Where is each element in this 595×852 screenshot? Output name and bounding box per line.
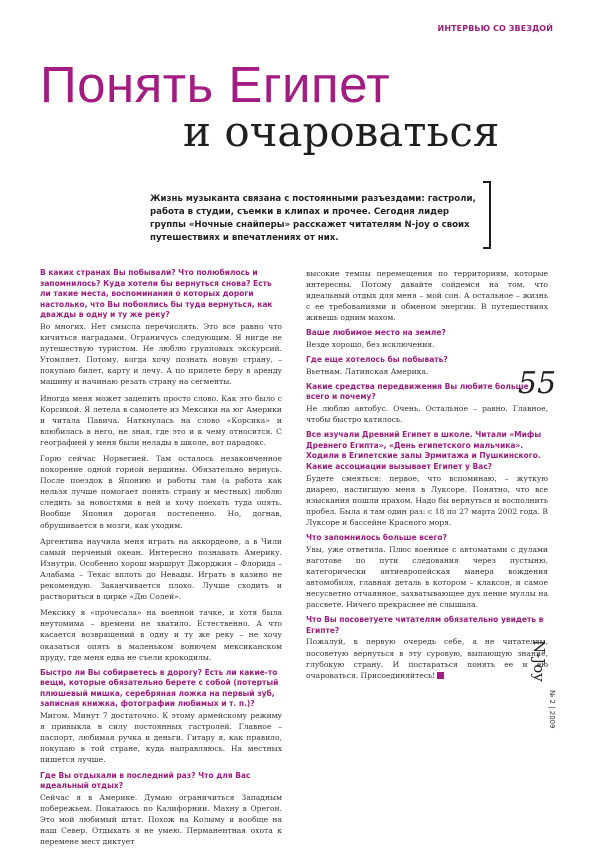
answer-2: Мигом. Минут 7 достаточно. К этому армейскому режиму я привыкла в силу постоянных гастролей. Главное – паспорт, любимая ручка и деньги. Гитару я, как правило, покупаю в той стране, куда направляюсь. На местных пишется лучше. (40, 711, 282, 765)
left-column (40, 268, 282, 852)
answer-9 (306, 636, 548, 680)
answer-7: Будете смеяться: первое, что вспоминаю, – жуткую диарею, настигшую меня в Луксоре. Понятно, что все изыскания пошли прахом. Надо бы вернуться и восполнить пробел. Была я там один раз: с 18 по 27 марта 2002 года. В Луксоре и бассейне Красного моря. (306, 473, 548, 527)
question-7: Все изучали Древний Египет в школе. Читали «Мифы Древнего Египта», «День египетского мальчика». Ходили в Египетские залы Эрмитажа и Пушкинского. Какие ассоциации вызывает Египет у Вас? (306, 430, 542, 471)
lead-paragraph: Жизнь музыканта связана с постоянными разъездами: гастроли, работа в студии, съемки в клипах и прочее. Сегодня лидер группы «Ночные снайперы» расскажет читателям N-joy о своих путешествиях и впечатлениях от них. (150, 194, 476, 243)
answer-6: Не люблю автобус. Очень. Остальное – равно. Главное, чтобы быстро катилось. (306, 404, 548, 425)
answer-1-paragraph-1: Во многих. Нет смысла перечислять. Это все равно что кичиться наградами. Ограничусь следующим. Я нигде не путешествую туристом. Не люблю групповых экскурсий. Утомляет. Потому, когда хочу познать новую страну, – покупаю билет, карту и лечу. А по прилете беру в аренду машину и начинаю резать страну на сегменты. (40, 321, 282, 387)
question-9: Что Вы посоветуете читателям обязательно увидеть в Египте? (306, 615, 544, 635)
magazine-logo: N-Joy (530, 640, 548, 682)
question-6: Какие средства передвижения Вы любите больше всего и почему? (306, 381, 529, 402)
answer-3-continued: высокие темпы перемещения по территориям, которые интересны. Потому давайте сойдемся на том, что идеальный отдых для меня – мой сон. А остальное – жизнь с ее требованиями и обменом энергии. В путешествиях живешь одним махом. (306, 269, 548, 323)
question-3: Где Вы отдыхали в последний раз? Что для Вас идеальный отдых? (40, 770, 251, 791)
question-5: Где еще хотелось бы побывать? (306, 355, 448, 365)
question-8: Что запомнилось больше всего? (306, 533, 447, 543)
end-of-article-mark (437, 672, 444, 679)
lead-bracket-decoration (483, 181, 491, 249)
answer-5: Вьетнам. Латинская Америка. (306, 366, 429, 376)
answer-4: Везде хорошо, без исключения. (306, 340, 435, 350)
answer-1-paragraph-3: Горю сейчас Норвегией. Там осталось незаконченное покорение одной горной вершины. Обязательно вернусь. После поездок в Японию и работы там (а работа как нельзя лучше помогает понять страну и местных) люблю следить за новостями в ней и хочу поехать туда опять. Вообще Япония дорогая постепенно. Но, догнав, обрушивается в мозги, как уходим. (40, 454, 282, 530)
answer-9-text: Пожалуй, в первую очередь себе, а не читателям, посоветую вернуться в эту суровую, выпающую знание, глубокую страну. И постараться понять ее и ею очароваться. Присоединяйтесь! (306, 637, 548, 680)
answer-8: Увы, уже ответила. Плюс военные с автоматами с дулами наготове по пути следования через пустыню, категорически антиевропейская манера вождения автомобиля, главная деталь в котором – клаксон, и самое несусветно отчаянное, захватывающее дух пение муллы на рассвете. Ничего прекраснее не слышала. (306, 544, 548, 610)
headline-line-2: и очароваться (183, 107, 500, 156)
question-1: В каких странах Вы побывали? Что полюбилось и запомнилось? Куда хотели бы вернуться снова? Есть ли такие места, воспоминания о которых дороги настолько, что Вы побоялись бы туда вернуться, как дважды в одну и ту же реку? (40, 268, 273, 320)
answer-1-paragraph-5: Мексику я «прочесала» на военной тачке, и хотя была неутомима – времени не хватило. Естественно. А что касается возвращений в одну и ту же реку – не хочу оказаться опять в маленьком вонючем мексиканском пруду, где меня едва не съели крокодилы. (40, 608, 282, 662)
answer-3: Сейчас я в Америке. Думаю ограничиться Западным побережьем. Покатаюсь по Калифорнии. Махну в Орегон. Это мой любимый штат. Похож на Колыму и вообще на наш Север. Отдыхать я не умею. Перманентная охота к перемене мест диктует (40, 792, 282, 847)
answer-1-paragraph-4: Аргентина научила меня играть на аккордеоне, а в Чили самый перченый океан. Интересно познавать Америку. Изнутри. Особенно хорош маршрут Джорджия – Флорида – Алабама – Техас вплоть до Невады. Играть в казино не рекомендую. Заканчивается плохо. Лучше сходить и раствориться в цирке «Дю Солей». (40, 536, 282, 602)
headline-line-1: Понять Египет (40, 56, 391, 113)
issue-number: № 2 | 2009 (548, 690, 556, 729)
page-number: 55 (518, 366, 557, 401)
answer-1-paragraph-2: Иногда меня может зацепить просто слово. Как это было с Корсикой. Я летела в самолете из Мексики на юг Америки и читала Павича. Наткнулась на слово «Корсика» и влюбилась в него, не зная, где это и к чему относится. С географией у меня были нелады в школе, вот парадокс. (40, 393, 282, 447)
right-column (306, 268, 548, 686)
section-rubric: ИНТЕРВЬЮ СО ЗВЕЗДОЙ (437, 24, 553, 33)
question-4: Ваше любимое место на земле? (306, 328, 446, 338)
question-2: Быстро ли Вы собираетесь в дорогу? Есть ли какие-то вещи, которые обязательно берете с собой (потертый плюшевый мишка, серебряная ложка на первый зуб, записная книжка, фотографии любимых и т. п.)? (40, 667, 279, 709)
